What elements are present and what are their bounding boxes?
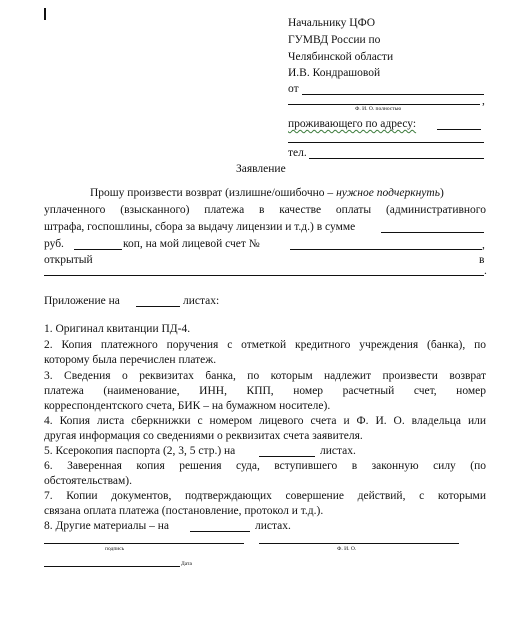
appendix-label xyxy=(44,296,120,308)
appendix-sheets-line xyxy=(136,306,180,307)
kop-account-label: коп, на мой лицевой счет № xyxy=(123,238,260,250)
passport-sheets-line xyxy=(259,456,315,457)
addressee-line-1: Начальнику ЦФО xyxy=(288,17,376,29)
appendix-item-5: 5. Ксерокопия паспорта (2, 3, 5 стр.) на xyxy=(44,445,236,457)
from-line-2 xyxy=(288,104,480,105)
appendix-item-6: 6. Заверенная копия решения суда, вступившего в законную силу (по xyxy=(44,461,486,472)
residence-label: проживающего по адресу: xyxy=(288,118,417,130)
appendix-item-8: 8. Другие материалы – на xyxy=(44,520,170,532)
addressee-line-2 xyxy=(288,35,380,47)
appendix-item-2: 2. Копия платежного поручения с отметкой кредитного учреждения (банка), по xyxy=(44,340,486,351)
appendix-item-1: 1. Оригинал квитанции ПД-4. xyxy=(44,323,191,335)
account-line xyxy=(290,249,482,250)
fio-caption: Ф. И. О. полностью xyxy=(355,106,402,112)
body-line-1-a: Прошу произвести возврат (излишне/ошибочно – xyxy=(90,187,337,199)
signature-caption: подпись xyxy=(105,546,125,552)
appendix-item-3-cont-2: корреспондентского счета, БИК – на бумажном носителе). xyxy=(44,400,331,412)
body-line-1-c: ) xyxy=(439,187,444,199)
signature-fio-caption: Ф. И. О. xyxy=(337,546,357,552)
comma-2: , xyxy=(482,239,485,251)
appendix-item-2-cont: которому была перечислен платеж. xyxy=(44,354,217,366)
text-cursor xyxy=(44,8,46,20)
document-title: Заявление xyxy=(236,163,286,175)
addressee-line-3: Челябинской области xyxy=(288,51,394,63)
bank-line xyxy=(44,275,484,276)
rub-label: руб. xyxy=(44,238,64,250)
appendix-label-b: листах: xyxy=(183,295,220,307)
other-sheets-line xyxy=(190,531,250,532)
appendix-item-4: 4. Копия листа сберкнижки с номером лицевого счета и Ф. И. О. владельца или xyxy=(44,416,486,427)
appendix-item-3-cont-1: платежа (наименование, ИНН, КПП, номер расчетный счет, номер xyxy=(44,386,486,397)
appendix-label-a: Приложение на xyxy=(44,295,120,307)
residence-line xyxy=(437,129,481,130)
period: . xyxy=(484,265,487,277)
addressee-line-2-text: ГУМВД России по xyxy=(288,34,381,46)
address-line xyxy=(288,142,484,143)
from-line xyxy=(302,94,484,95)
appendix-item-3: 3. Сведения о реквизитах банка, по которым надлежит произвести возврат xyxy=(44,371,486,382)
phone-label: тел. xyxy=(288,147,307,159)
appendix-item-4-cont: другая информация со сведениями о реквизитах счета заявителя. xyxy=(44,430,363,442)
appendix-item-5-end: листах. xyxy=(320,445,356,457)
appendix-item-8-end: листах. xyxy=(255,520,291,532)
body-line-1 xyxy=(90,188,444,200)
opened-label: открытый xyxy=(44,254,93,266)
appendix-item-7: 7. Копии документов, подтверждающих совершение действий, с которыми xyxy=(44,491,486,502)
addressee-line-4: И.В. Кондрашовой xyxy=(288,67,381,79)
in-label: в xyxy=(479,254,485,266)
signature-fio-line xyxy=(259,543,459,544)
body-line-3: штрафа, госпошлины, сбора за выдачу лицензии и т.д.) в сумме xyxy=(44,221,356,233)
appendix-item-6-cont: обстоятельствам). xyxy=(44,475,133,487)
body-line-1-italic: нужное подчеркнуть xyxy=(336,187,440,199)
from-label: от xyxy=(288,83,299,95)
rub-line xyxy=(74,249,122,250)
amount-line xyxy=(381,232,484,233)
signature-line xyxy=(44,543,244,544)
body-line-2: уплаченного (взысканного) платежа в качестве оплаты (административного xyxy=(44,205,486,216)
comma: , xyxy=(482,95,485,107)
date-line xyxy=(44,566,180,567)
phone-line xyxy=(309,158,484,159)
appendix-item-7-cont: связана оплата платежа (постановление, протокол и т.д.). xyxy=(44,505,324,517)
date-caption: Дата xyxy=(181,561,192,567)
